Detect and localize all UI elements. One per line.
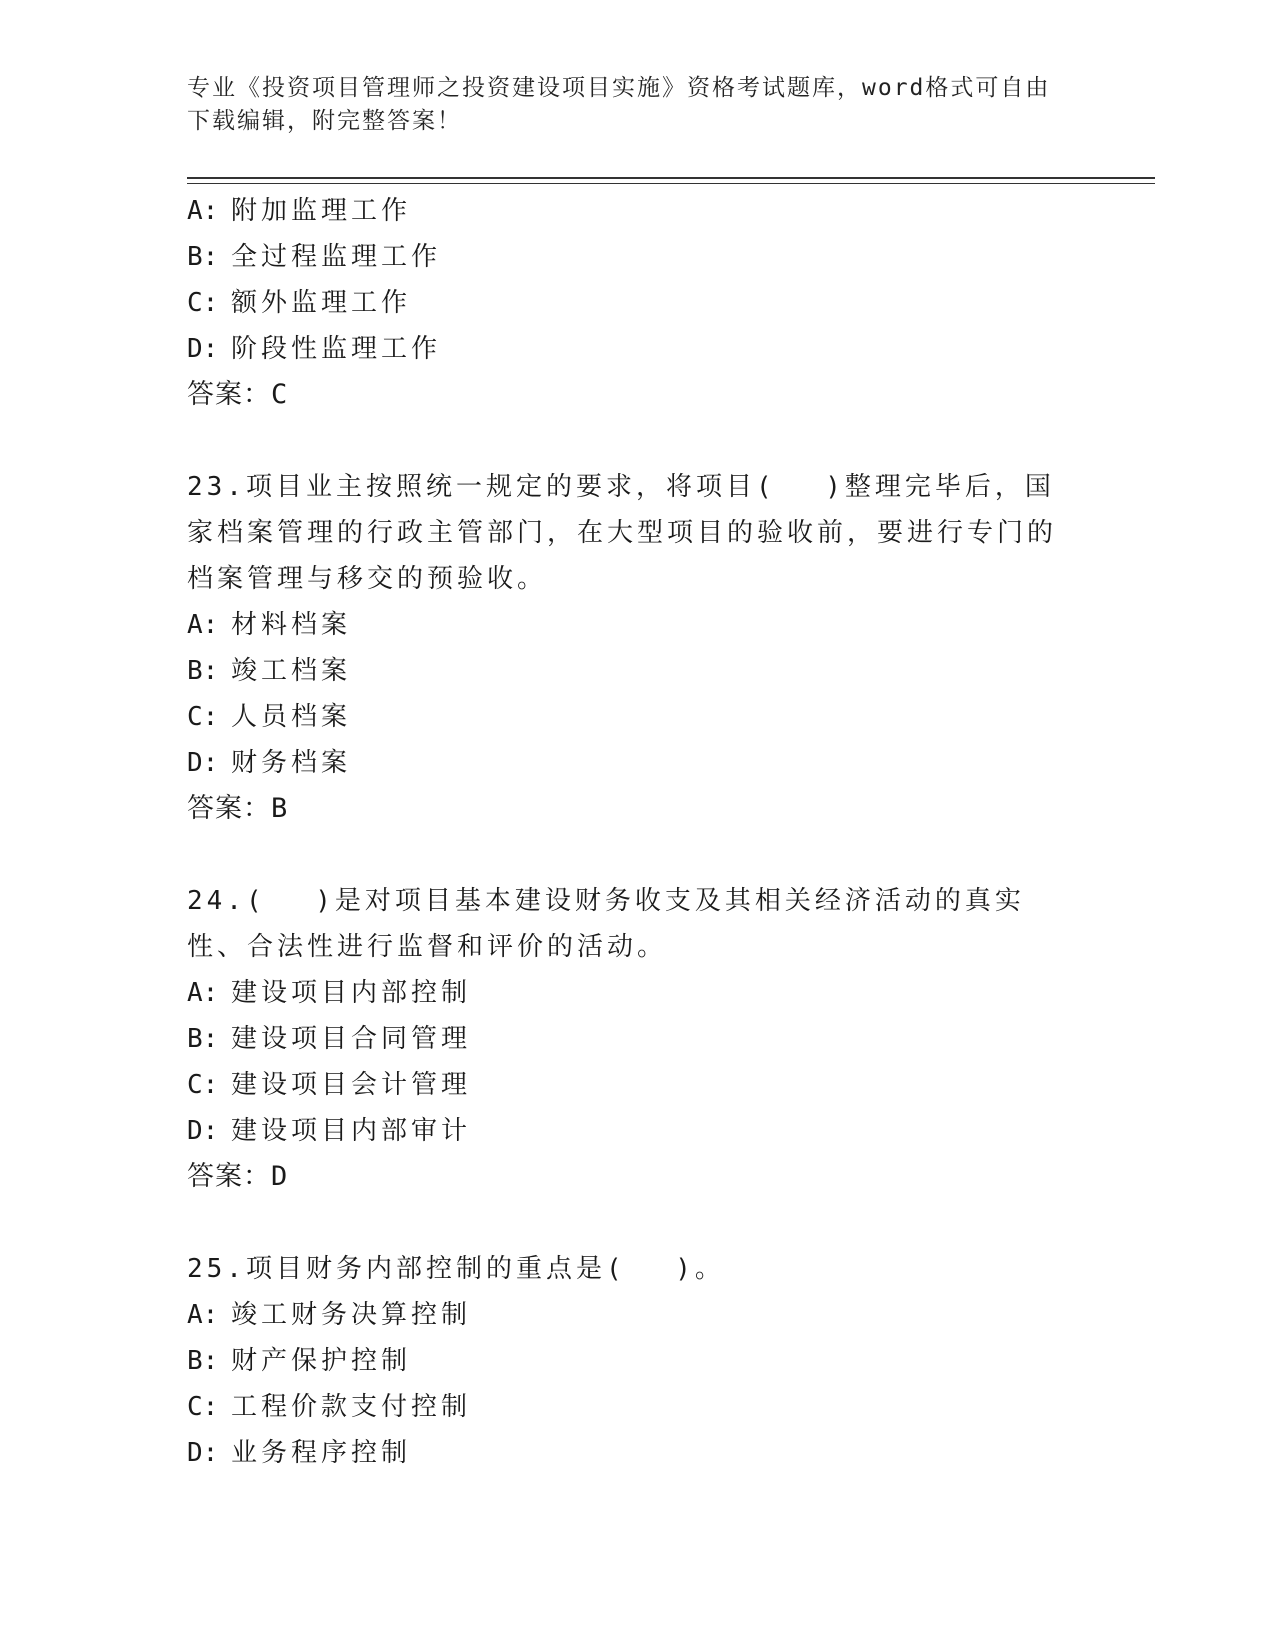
option-a: A: 材料档案	[187, 610, 352, 640]
option-c: C: 额外监理工作	[187, 288, 412, 318]
spacer	[187, 418, 1067, 464]
header-rule-thick	[187, 177, 1155, 179]
answer-line: 答案：C	[187, 379, 289, 410]
spacer	[187, 1200, 1067, 1246]
answer-line: 答案：B	[187, 793, 289, 824]
question-stem: 25.项目财务内部控制的重点是( )。	[187, 1254, 725, 1284]
page-header	[187, 72, 1067, 138]
option-b: B: 竣工档案	[187, 656, 352, 686]
option-b: B: 全过程监理工作	[187, 242, 442, 272]
answer-value: D	[271, 1161, 289, 1192]
question-23	[187, 464, 1067, 832]
spacer	[187, 832, 1067, 878]
option-d: D: 阶段性监理工作	[187, 334, 442, 364]
question-22	[187, 188, 1067, 418]
header-text: 专业《投资项目管理师之投资建设项目实施》资格考试题库，word格式可自由下载编辑，附完整答案！	[187, 75, 1051, 134]
option-a: A: 建设项目内部控制	[187, 978, 472, 1008]
option-a: A: 附加监理工作	[187, 196, 412, 226]
answer-line: 答案：D	[187, 1161, 289, 1192]
option-c: C: 工程价款支付控制	[187, 1392, 472, 1422]
option-b: B: 财产保护控制	[187, 1346, 412, 1376]
option-d: D: 财务档案	[187, 748, 352, 778]
question-stem: 23.项目业主按照统一规定的要求，将项目( )整理完毕后，国家档案管理的行政主管部门，在大型项目的验收前，要进行专门的档案管理与移交的预验收。	[187, 472, 1058, 594]
header-rule-thin	[187, 183, 1155, 184]
answer-value: B	[271, 793, 289, 824]
option-c: C: 人员档案	[187, 702, 352, 732]
question-list	[187, 188, 1067, 1476]
option-a: A: 竣工财务决算控制	[187, 1300, 472, 1330]
answer-value: C	[271, 379, 289, 410]
question-25	[187, 1246, 1067, 1476]
question-24	[187, 878, 1067, 1200]
option-d: D: 业务程序控制	[187, 1438, 412, 1468]
question-stem: 24.( )是对项目基本建设财务收支及其相关经济活动的真实性、合法性进行监督和评价的活动。	[187, 886, 1025, 962]
option-b: B: 建设项目合同管理	[187, 1024, 472, 1054]
option-d: D: 建设项目内部审计	[187, 1116, 472, 1146]
option-c: C: 建设项目会计管理	[187, 1070, 472, 1100]
